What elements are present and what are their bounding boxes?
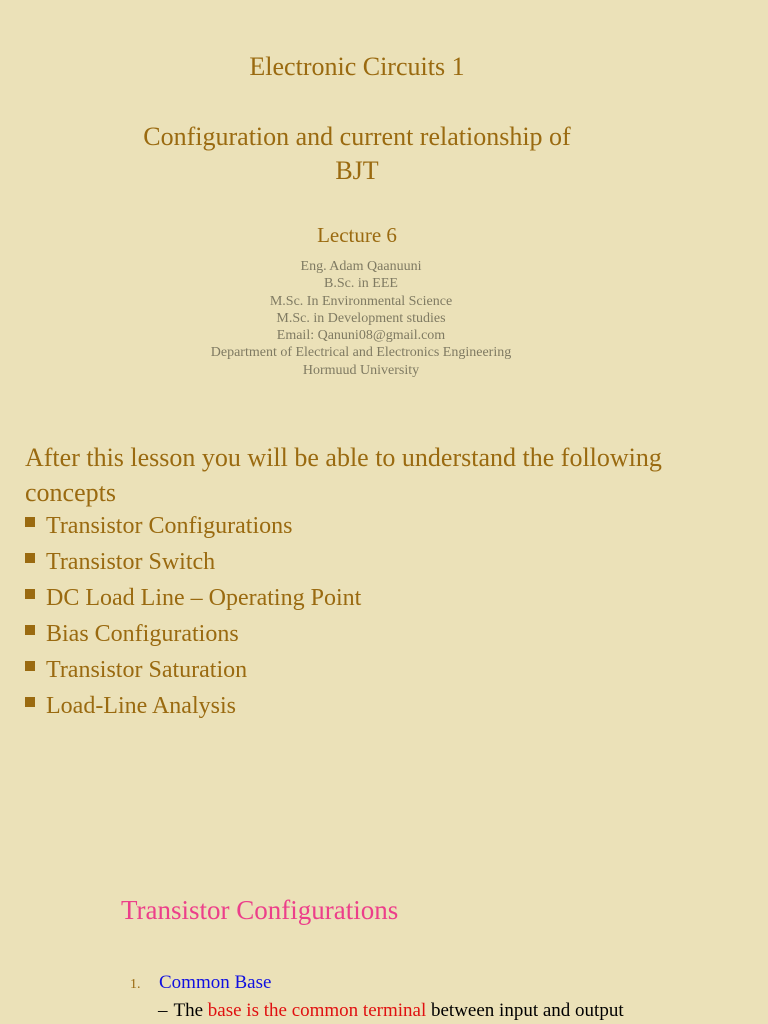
concept-label: Transistor Configurations bbox=[46, 512, 293, 539]
sub-point bbox=[158, 1000, 624, 1022]
concept-label: DC Load Line – Operating Point bbox=[46, 584, 362, 611]
concept-label: Transistor Saturation bbox=[46, 656, 248, 683]
sub-point-suffix: between input and output bbox=[426, 1000, 624, 1021]
author-name: Eng. Adam Qaanuuni bbox=[300, 259, 422, 274]
list-item bbox=[25, 616, 361, 652]
concept-label: Load-Line Analysis bbox=[46, 692, 236, 719]
author-degree-msc-env: M.Sc. In Environmental Science bbox=[269, 293, 453, 309]
square-bullet-icon bbox=[25, 625, 35, 635]
list-item bbox=[25, 652, 361, 688]
lecture-title-line-1: Configuration and current relationship of bbox=[143, 122, 571, 151]
list-item bbox=[25, 580, 361, 616]
item-number: 1. bbox=[130, 977, 141, 992]
lecture-title-line-2: BJT bbox=[335, 156, 379, 185]
concept-list bbox=[25, 508, 361, 724]
course-title: Electronic Circuits 1 bbox=[249, 52, 465, 81]
concept-label: Bias Configurations bbox=[46, 620, 239, 647]
lecture-title bbox=[0, 120, 714, 188]
list-item bbox=[25, 544, 361, 580]
sub-point-highlight: base is the common terminal bbox=[207, 1000, 427, 1021]
author-degree-bsc: B.Sc. in EEE bbox=[324, 276, 398, 292]
author-email: Email: Qanuni08@gmail.com bbox=[276, 328, 446, 344]
square-bullet-icon bbox=[25, 517, 35, 527]
lecture-number: Lecture 6 bbox=[317, 223, 397, 247]
list-item bbox=[25, 508, 361, 544]
concept-label: Transistor Switch bbox=[46, 548, 216, 575]
dash-bullet-icon: – bbox=[158, 1000, 168, 1021]
sub-point-prefix: The bbox=[173, 1000, 208, 1021]
square-bullet-icon bbox=[25, 697, 35, 707]
section-heading: Transistor Configurations bbox=[121, 895, 399, 925]
list-item bbox=[25, 688, 361, 724]
author-degree-msc-dev: M.Sc. in Development studies bbox=[276, 310, 446, 326]
item-title: Common Base bbox=[159, 972, 272, 993]
lesson-intro: After this lesson you will be able to understand the following concepts bbox=[25, 443, 662, 507]
square-bullet-icon bbox=[25, 661, 35, 671]
author-info bbox=[0, 258, 722, 379]
author-university: Hormuud University bbox=[302, 362, 420, 378]
author-department: Department of Electrical and Electronics Engineering bbox=[210, 345, 512, 361]
square-bullet-icon bbox=[25, 553, 35, 563]
square-bullet-icon bbox=[25, 589, 35, 599]
numbered-item bbox=[130, 972, 271, 994]
